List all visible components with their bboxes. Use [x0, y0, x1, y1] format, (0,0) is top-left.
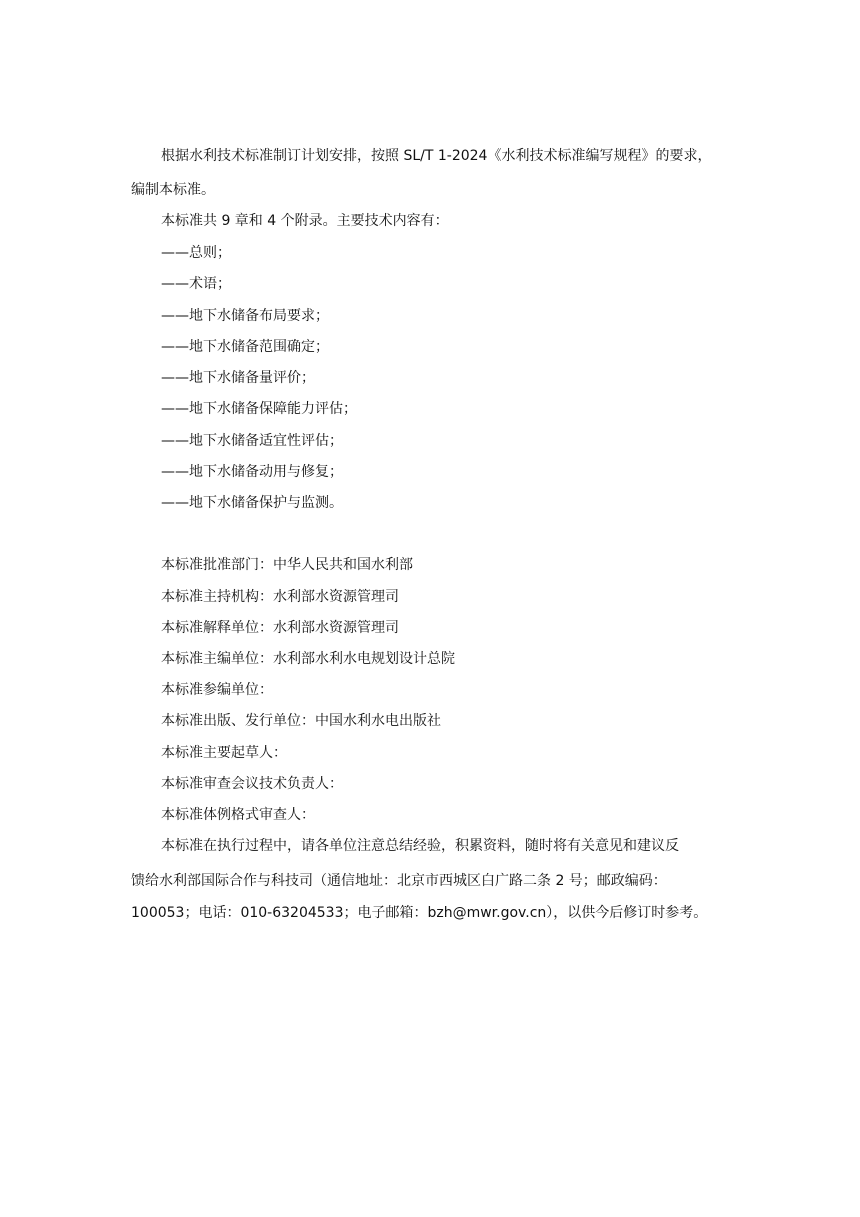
content-item: ——地下水储备范围确定；: [161, 339, 329, 355]
content-item: ——地下水储备布局要求；: [161, 308, 329, 324]
content-item: ——术语；: [161, 276, 231, 292]
intro-line-1: 根据水利技术标准制订计划安排，按照 SL/T 1-2024《水利技术标准编写规程》的要求，: [161, 148, 712, 164]
info-line: 本标准参编单位：: [161, 682, 273, 698]
info-line: 本标准主编单位：水利部水利水电规划设计总院: [161, 651, 455, 667]
content-item: ——地下水储备适宜性评估；: [161, 433, 343, 449]
info-line: 本标准解释单位：水利部水资源管理司: [161, 620, 399, 636]
content-item: ——总则；: [161, 245, 231, 261]
info-line: 本标准批准部门：中华人民共和国水利部: [161, 557, 413, 573]
closing-line-3: 100053；电话：010-63204533；电子邮箱：bzh@mwr.gov.cn），以供今后修订时参考。: [131, 905, 708, 921]
info-line: 本标准出版、发行单位：中国水利水电出版社: [161, 713, 441, 729]
content-item: ——地下水储备保障能力评估；: [161, 401, 357, 417]
info-line: 本标准主要起草人：: [161, 745, 287, 761]
info-line: 本标准体例格式审查人：: [161, 807, 315, 823]
summary-line: 本标准共 9 章和 4 个附录。主要技术内容有：: [161, 213, 449, 229]
intro-line-2: 编制本标准。: [131, 182, 215, 198]
info-line: 本标准主持机构：水利部水资源管理司: [161, 589, 399, 605]
content-item: ——地下水储备量评价；: [161, 370, 315, 386]
info-line: 本标准审查会议技术负责人：: [161, 776, 343, 792]
content-item: ——地下水储备保护与监测。: [161, 495, 343, 511]
content-item: ——地下水储备动用与修复；: [161, 464, 343, 480]
closing-line-2: 馈给水利部国际合作与科技司（通信地址：北京市西城区白广路二条 2 号；邮政编码：: [131, 873, 667, 889]
closing-line-1: 本标准在执行过程中，请各单位注意总结经验，积累资料，随时将有关意见和建议反: [161, 838, 679, 854]
